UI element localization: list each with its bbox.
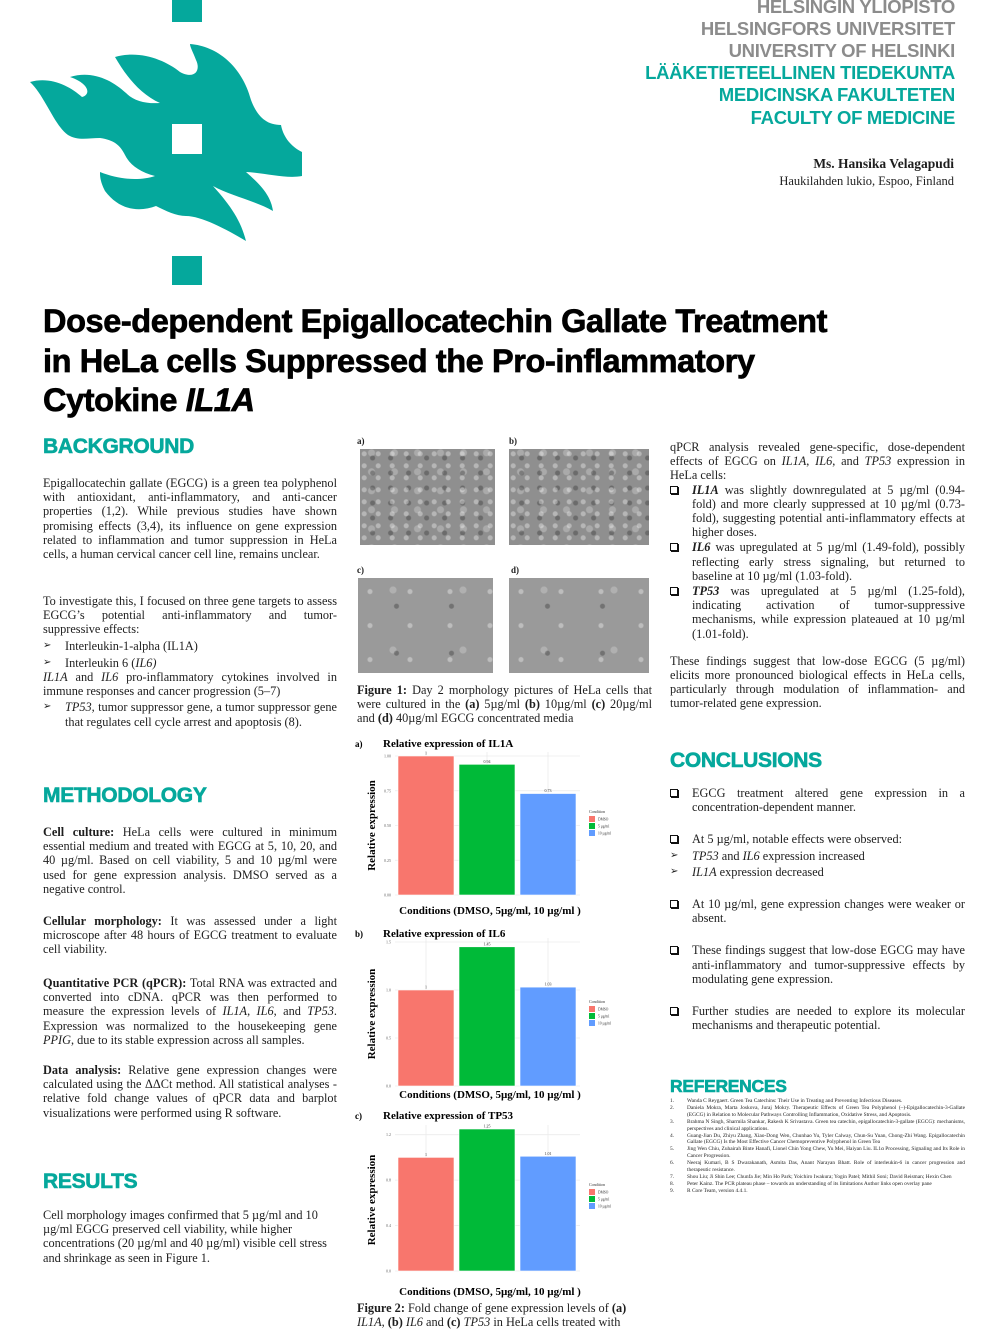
faculty-name-fi: LÄÄKETIETEELLINEN TIEDEKUNTA bbox=[645, 62, 955, 83]
finding-item bbox=[670, 584, 965, 641]
background-paragraph: IL1A and IL6 pro-inflammatory cytokines involved in immune responses and cancer progression (5–7) bbox=[43, 670, 337, 699]
legend-title: Condition bbox=[589, 1182, 606, 1187]
italic-text: TP53 bbox=[864, 454, 892, 469]
italic-text: TP53, bbox=[65, 700, 95, 715]
bar-chart bbox=[355, 1105, 645, 1299]
references-list bbox=[670, 1098, 965, 1195]
y-tick-label: 0.75 bbox=[384, 788, 391, 794]
bar-dmso bbox=[398, 756, 454, 895]
background-paragraph: Epigallocatechin gallate (EGCG) is a green tea polyphenol with antioxidant, anti-inflammatory, and anti-cancer properties (1,2). While previous studies have shown promising effects (3,4), its influence on gene expression related to inflammation and tumor suppression in HeLa cells, a human cervical cancer cell line, remains unclear. bbox=[43, 476, 337, 562]
data-label: 1.25 bbox=[483, 1123, 491, 1129]
bar-chart bbox=[355, 735, 645, 921]
findings-section bbox=[670, 440, 965, 711]
conclusion-text: At 5 µg/ml, notable effects were observed: bbox=[692, 832, 903, 847]
reference-item bbox=[670, 1119, 965, 1133]
reference-text: Wanda C Reygaert. Green Tea Catechins: Their Use in Treating and Preventing Infectious Diseases. bbox=[687, 1098, 903, 1104]
gene-bullet bbox=[43, 656, 337, 670]
y-tick-label: 0.50 bbox=[384, 823, 391, 828]
conclusions-heading: CONCLUSIONS bbox=[670, 749, 822, 772]
method-cell-culture: Cell culture: HeLa cells were cultured in minimum essential medium and treated with EGCG at 5, 10, 20, and 40 µg/ml. Based on cell viability, 5 and 10 µg/ml were used for gene expression analysis. DMSO served as a negative control. bbox=[43, 825, 338, 896]
conclusion-text: Further studies are needed to explore its molecular mechanisms and therapeutic potential. bbox=[692, 1004, 965, 1033]
logo-flame bbox=[30, 44, 302, 241]
conclusion-item bbox=[670, 832, 965, 846]
logo-top-square bbox=[172, 0, 202, 22]
panel-label: d) bbox=[511, 565, 520, 575]
bullet-text: Interleukin-1-alpha (IL1A) bbox=[65, 638, 198, 653]
legend-swatch bbox=[589, 823, 595, 829]
italic-text: PPIG bbox=[43, 1032, 71, 1047]
y-tick-label: 0.00 bbox=[384, 892, 391, 898]
reference-number: 5. bbox=[670, 1146, 675, 1153]
author-affiliation: Haukilahden lukio, Espoo, Finland bbox=[779, 174, 954, 188]
bold-text: Cellular morphology: bbox=[43, 914, 162, 928]
arrow-bullet-icon: ➢ bbox=[43, 639, 52, 651]
background-heading: BACKGROUND bbox=[43, 435, 194, 458]
bar-5-g-ml bbox=[459, 764, 515, 895]
data-label: 1.03 bbox=[544, 981, 552, 987]
conclusion-text: TP53 and IL6 expression increased bbox=[692, 848, 865, 863]
reference-number: 1. bbox=[670, 1098, 675, 1104]
conclusion-item bbox=[670, 943, 965, 986]
legend-entry: 10 µg/ml bbox=[598, 1021, 612, 1026]
y-tick-label: 1.2 bbox=[386, 1132, 391, 1138]
gene-name: IL1A bbox=[692, 482, 719, 497]
bar-dmso bbox=[398, 990, 454, 1086]
reference-number: 4. bbox=[670, 1132, 675, 1139]
university-logo bbox=[0, 0, 310, 290]
reference-item bbox=[670, 1174, 965, 1181]
figure2-caption bbox=[357, 1301, 657, 1329]
italic-text: TP53 bbox=[463, 1315, 491, 1329]
caption-line: IL1A, (b) IL6 and (c) TP53 in HeLa cells treated with bbox=[357, 1315, 621, 1329]
background-section bbox=[43, 594, 337, 729]
reference-number: 3. bbox=[670, 1118, 675, 1125]
micrograph-5ug bbox=[360, 449, 495, 545]
finding-text: IL6 was upregulated at 5 µg/ml (1.49-fold), possibly reflecting early stress signaling, but returned to baseline at 10 µg/ml (1.03-fold). bbox=[692, 540, 965, 583]
arrow-bullet-icon: ➢ bbox=[670, 865, 679, 877]
italic-text: IL1A bbox=[357, 1315, 382, 1329]
reference-text: R Core Team, version 4.4.1. bbox=[687, 1187, 748, 1194]
arrow-bullet-icon: ➢ bbox=[43, 701, 52, 713]
bold-text: (c) bbox=[446, 1315, 461, 1329]
finding-text: TP53 was upregulated at 5 µg/ml (1.25-fold), indicating activation of tumor-suppressive mechanisms, while expression plateaued at 10 µg/ml (1.01-fold). bbox=[692, 584, 965, 641]
bullet-text: TP53, tumor suppressor gene, a tumor suppressor gene that regulates cell cycle arrest and apoptosis (8). bbox=[65, 700, 337, 729]
gene-name: IL6 bbox=[692, 540, 711, 555]
results-text: Cell morphology images confirmed that 5 µg/ml and 10 µg/ml EGCG preserved cell viability, while higher concentrations (20 µg/ml and 40 µg/ml) visible cell stress and shrinkage as seen in Figure 1. bbox=[43, 1208, 327, 1265]
reference-number: 7. bbox=[670, 1173, 675, 1180]
data-label: 1 bbox=[425, 984, 427, 990]
legend-swatch bbox=[589, 1189, 595, 1195]
bar-dmso bbox=[398, 1157, 454, 1271]
panel-label: a) bbox=[357, 436, 365, 446]
legend-entry: 5 µg/ml bbox=[598, 1197, 610, 1202]
panel-label: b) bbox=[355, 929, 364, 939]
italic-text: IL6 bbox=[742, 848, 760, 863]
bold-text: (c) bbox=[591, 697, 606, 711]
gene-name: TP53 bbox=[692, 584, 720, 599]
reference-number: 6. bbox=[670, 1160, 675, 1167]
results-heading: RESULTS bbox=[43, 1170, 138, 1193]
bold-text: (b) bbox=[387, 1315, 403, 1329]
gene-bullet bbox=[43, 700, 337, 728]
legend-swatch bbox=[589, 830, 595, 836]
legend-entry: DMSO bbox=[598, 817, 609, 822]
conclusion-text: These findings suggest that low-dose EGCG may have anti-inflammatory and tumor-suppressive effects by modulating gene expression. bbox=[692, 943, 965, 986]
y-tick-label: 0.25 bbox=[384, 857, 391, 863]
micrograph-40ug bbox=[509, 578, 649, 673]
checkbox-bullet-icon bbox=[670, 946, 678, 954]
bar-10-g-ml bbox=[520, 794, 576, 895]
legend-entry: 5 µg/ml bbox=[598, 824, 610, 829]
conclusion-text: EGCG treatment altered gene expression in a concentration-dependent manner. bbox=[692, 786, 965, 815]
italic-text: IL1A bbox=[185, 382, 255, 418]
legend-swatch bbox=[589, 1020, 595, 1026]
bar-10-g-ml bbox=[520, 987, 576, 1086]
reference-text: Shou Liu; Ji Shin Lee; Chunfa Jie; Min Ho Park; Yoichiro Iwakura; Yogin Patel; Mithil Soni; David Reisman; Hexin Chen bbox=[687, 1173, 952, 1180]
title-line: in HeLa cells Suppressed the Pro-inflammatory bbox=[43, 342, 755, 379]
background-paragraph: To investigate this, I focused on three gene targets to assess EGCG’s potential anti-inflammatory and tumor-suppressive effects: bbox=[43, 594, 337, 637]
university-name-fi: HELSINGIN YLIOPISTO bbox=[756, 0, 955, 17]
references-heading: REFERENCES bbox=[670, 1076, 787, 1096]
bold-text: Quantitative PCR (qPCR): bbox=[43, 976, 187, 990]
caption-line: Figure 2: Fold change of gene expression levels of (a) bbox=[357, 1301, 627, 1315]
checkbox-bullet-icon bbox=[670, 543, 678, 551]
legend-title: Condition bbox=[589, 809, 606, 814]
reference-item bbox=[670, 1105, 965, 1119]
reference-item bbox=[670, 1146, 965, 1160]
reference-text: Peter Kainz. The PCR plateau phase – towards an understanding of its limitations Author links open overlay pane bbox=[687, 1180, 932, 1187]
bullet-text: Interleukin 6 (IL6) bbox=[65, 655, 157, 670]
y-tick-label: 1.5 bbox=[386, 939, 391, 945]
y-tick-label: 0.4 bbox=[386, 1223, 391, 1229]
x-axis-label: Conditions (DMSO, 5µg/ml, 10 µg/ml ) bbox=[399, 1089, 581, 1101]
reference-item bbox=[670, 1181, 965, 1188]
bold-text: (a) bbox=[611, 1301, 627, 1315]
bar-chart bbox=[355, 925, 645, 1101]
italic-text: TP53 bbox=[307, 1004, 334, 1019]
finding-item bbox=[670, 540, 965, 583]
legend-entry: 10 µg/ml bbox=[598, 1204, 612, 1209]
data-label: 0.94 bbox=[483, 758, 491, 764]
reference-number: 9. bbox=[670, 1187, 675, 1194]
author-name: Ms. Hansika Velagapudi bbox=[813, 156, 954, 171]
legend-swatch bbox=[589, 1006, 595, 1012]
reference-text: Guang-Jian Du, Zhiyu Zhang, Xiao-Dong Wen, Chunhao Yu, Tyler Calway, Chun-Su Yuan, Chong-Zhi Wang. Epigallocatechin Gallate (EGCG) Is the Most Effective Cancer Chemopreventive Polyphenol in Green Tea bbox=[687, 1132, 965, 1146]
reference-text: Brahma N Singh, Sharmila Shankar, Rakesh K Srivastava. Green tea catechin, epigallocatechin-3-gallate (EGCG): mechanisms, perspectives and clinical applications. bbox=[687, 1118, 965, 1132]
findings-intro: qPCR analysis revealed gene-specific, dose-dependent effects of EGCG on IL1A, IL6, and TP53 expression in HeLa cells: bbox=[670, 440, 965, 483]
x-axis-label: Conditions (DMSO, 5µg/ml, 10 µg/ml ) bbox=[399, 1286, 581, 1298]
title-line: Dose-dependent Epigallocatechin Gallate Treatment bbox=[43, 303, 828, 339]
y-axis-label: Relative expression bbox=[366, 780, 378, 871]
legend-swatch bbox=[589, 816, 595, 822]
reference-text: Daniela Mokra, Marta Joskova, Juraj Mokry. Therapeutic Effects of Green Tea Polyphenol (–)-Epigallocatechin-3-Gallate (EGCG) in Relation to Molecular Pathways Controlling Inflammation, Oxidative Stress, and Apoptosis. bbox=[687, 1104, 965, 1118]
legend-entry: 10 µg/ml bbox=[598, 831, 612, 836]
bold-text: (a) bbox=[465, 697, 480, 711]
conclusion-text: At 10 µg/ml, gene expression changes were weaker or absent. bbox=[692, 897, 965, 926]
y-axis-label: Relative expression bbox=[366, 968, 378, 1060]
bar-5-g-ml bbox=[459, 947, 515, 1086]
data-label: 1.01 bbox=[544, 1150, 552, 1156]
reference-item bbox=[670, 1188, 965, 1195]
y-tick-label: 0.8 bbox=[386, 1177, 391, 1183]
reference-item bbox=[670, 1098, 965, 1105]
checkbox-bullet-icon bbox=[670, 835, 678, 843]
conclusion-text: IL1A expression decreased bbox=[692, 864, 824, 879]
y-tick-label: 0.0 bbox=[386, 1268, 391, 1274]
bold-text: Data analysis: bbox=[43, 1063, 122, 1077]
figure1-caption: Figure 1: Day 2 morphology pictures of HeLa cells that were cultured in the (a) 5µg/ml (b) 10µg/ml (c) 20µg/ml and (d) 40µg/ml EGCG concentrated media bbox=[357, 683, 653, 725]
reference-text: Jing Wen Chiu, Zuhairah Binte Hanafi, Lionel Chin Yong Chew, Yu Mei, Haiyan Liu. IL1α Processing, Signaling and Its Role in Cancer Progression. bbox=[687, 1146, 965, 1160]
italic-text: IL1A bbox=[222, 1004, 248, 1019]
conclusion-item bbox=[670, 1004, 965, 1032]
conclusion-item bbox=[670, 786, 965, 814]
panel-label: c) bbox=[355, 1111, 362, 1121]
poster-title bbox=[43, 302, 973, 421]
italic-text: IL1A bbox=[692, 864, 717, 879]
legend-swatch bbox=[589, 1196, 595, 1202]
panel-label: c) bbox=[357, 565, 364, 575]
reference-item bbox=[670, 1133, 965, 1147]
finding-text: IL1A was slightly downregulated at 5 µg/ml (0.94-fold) and more clearly suppressed at 10 µg/ml (0.73-fold), suggesting potential anti-inflammatory effects at higher doses. bbox=[692, 482, 965, 540]
italic-text: IL6 bbox=[815, 454, 833, 469]
method-cellular-morphology: Cellular morphology: It was assessed under a light microscope after 48 hours of EGCG treatment to evaluate cell viability. bbox=[43, 914, 337, 957]
data-label: 1 bbox=[425, 750, 427, 756]
arrow-bullet-icon: ➢ bbox=[43, 656, 52, 668]
university-name-sv: HELSINGFORS UNIVERSITET bbox=[700, 18, 955, 39]
italic-text: IL6 bbox=[405, 1315, 423, 1329]
legend-entry: 5 µg/ml bbox=[598, 1014, 610, 1019]
faculty-name-en: FACULTY OF MEDICINE bbox=[750, 107, 955, 128]
italic-text: IL1A bbox=[43, 670, 68, 685]
micrograph-10ug bbox=[509, 449, 649, 545]
micrograph-20ug bbox=[358, 578, 493, 673]
faculty-name-sv: MEDICINSKA FAKULTETEN bbox=[718, 84, 955, 105]
legend-swatch bbox=[589, 1203, 595, 1209]
italic-text: IL6 bbox=[101, 670, 119, 685]
reference-text: Neeraj Kumari, B S Dwarakanath, Asmita Das, Anant Narayan Bhatt. Role of interleukin-6 in cancer progression and therapeutic resistance. bbox=[687, 1160, 965, 1174]
title-line: Cytokine IL1A bbox=[43, 382, 255, 418]
italic-text: TP53 bbox=[692, 848, 719, 863]
finding-item bbox=[670, 483, 965, 540]
chart-title: Relative expression of IL1A bbox=[383, 738, 514, 750]
reference-number: 2. bbox=[670, 1104, 675, 1111]
findings-summary: These findings suggest that low-dose EGCG (5 µg/ml) elicits more pronounced biological effects in HeLa cells, particularly through modulation of inflammation- and tumor-related gene expression. bbox=[670, 653, 965, 711]
checkbox-bullet-icon bbox=[670, 789, 678, 797]
method-data-analysis: Data analysis: Relative gene expression changes were calculated using the ΔΔCt method. All statistical analyses - relative fold change values of qPCR data and barplot visualizations were performed using R software. bbox=[43, 1063, 337, 1120]
methodology-heading: METHODOLOGY bbox=[43, 784, 207, 807]
italic-text: IL1A bbox=[781, 454, 807, 469]
y-tick-label: 1.00 bbox=[384, 753, 391, 759]
italic-text: IL6) bbox=[135, 655, 157, 670]
conclusion-item bbox=[670, 849, 965, 863]
data-label: 1 bbox=[425, 1151, 427, 1157]
panel-label: a) bbox=[355, 739, 363, 749]
checkbox-bullet-icon bbox=[670, 486, 678, 494]
checkbox-bullet-icon bbox=[670, 1007, 678, 1015]
method-qpcr: Quantitative PCR (qPCR): Total RNA was extracted and converted into cDNA. qPCR was then performed to measure the expression levels of IL1A, IL6, and TP53. Expression was normalized to the housekeeping gene PPIG, due to its stable expression across all samples. bbox=[43, 976, 337, 1047]
arrow-bullet-icon: ➢ bbox=[670, 849, 679, 861]
logo-center-square bbox=[172, 124, 202, 154]
legend-title: Condition bbox=[589, 999, 606, 1004]
y-axis-label: Relative expression bbox=[366, 1154, 378, 1246]
bold-text: Figure 1: bbox=[357, 683, 407, 697]
checkbox-bullet-icon bbox=[670, 900, 678, 908]
chart-title: Relative expression of IL6 bbox=[383, 928, 506, 940]
conclusion-item bbox=[670, 897, 965, 925]
legend-entry: DMSO bbox=[598, 1007, 609, 1012]
data-label: 0.73 bbox=[544, 788, 552, 794]
bar-5-g-ml bbox=[459, 1129, 515, 1271]
reference-item bbox=[670, 1160, 965, 1174]
chart-title: Relative expression of TP53 bbox=[383, 1110, 514, 1122]
bold-text: (d) bbox=[377, 711, 393, 725]
y-tick-label: 0.0 bbox=[386, 1083, 391, 1089]
legend-swatch bbox=[589, 1013, 595, 1019]
reference-number: 8. bbox=[670, 1180, 675, 1187]
legend-entry: DMSO bbox=[598, 1190, 609, 1195]
checkbox-bullet-icon bbox=[670, 587, 678, 595]
conclusion-item bbox=[670, 865, 965, 879]
y-tick-label: 0.5 bbox=[386, 1035, 391, 1041]
university-name-en: UNIVERSITY OF HELSINKI bbox=[728, 40, 955, 61]
x-axis-label: Conditions (DMSO, 5µg/ml, 10 µg/ml ) bbox=[399, 905, 581, 917]
bold-text: Cell culture: bbox=[43, 825, 115, 839]
data-label: 1.45 bbox=[483, 941, 491, 947]
logo-bottom-square bbox=[172, 256, 202, 285]
y-tick-label: 1.0 bbox=[386, 987, 391, 993]
bar-10-g-ml bbox=[520, 1156, 576, 1271]
gene-bullet bbox=[43, 639, 337, 653]
italic-text: IL6 bbox=[256, 1004, 274, 1019]
panel-label: b) bbox=[509, 436, 518, 446]
bold-text: (b) bbox=[524, 697, 540, 711]
conclusions-list bbox=[670, 786, 965, 1032]
bold-text: Figure 2: bbox=[357, 1301, 405, 1315]
